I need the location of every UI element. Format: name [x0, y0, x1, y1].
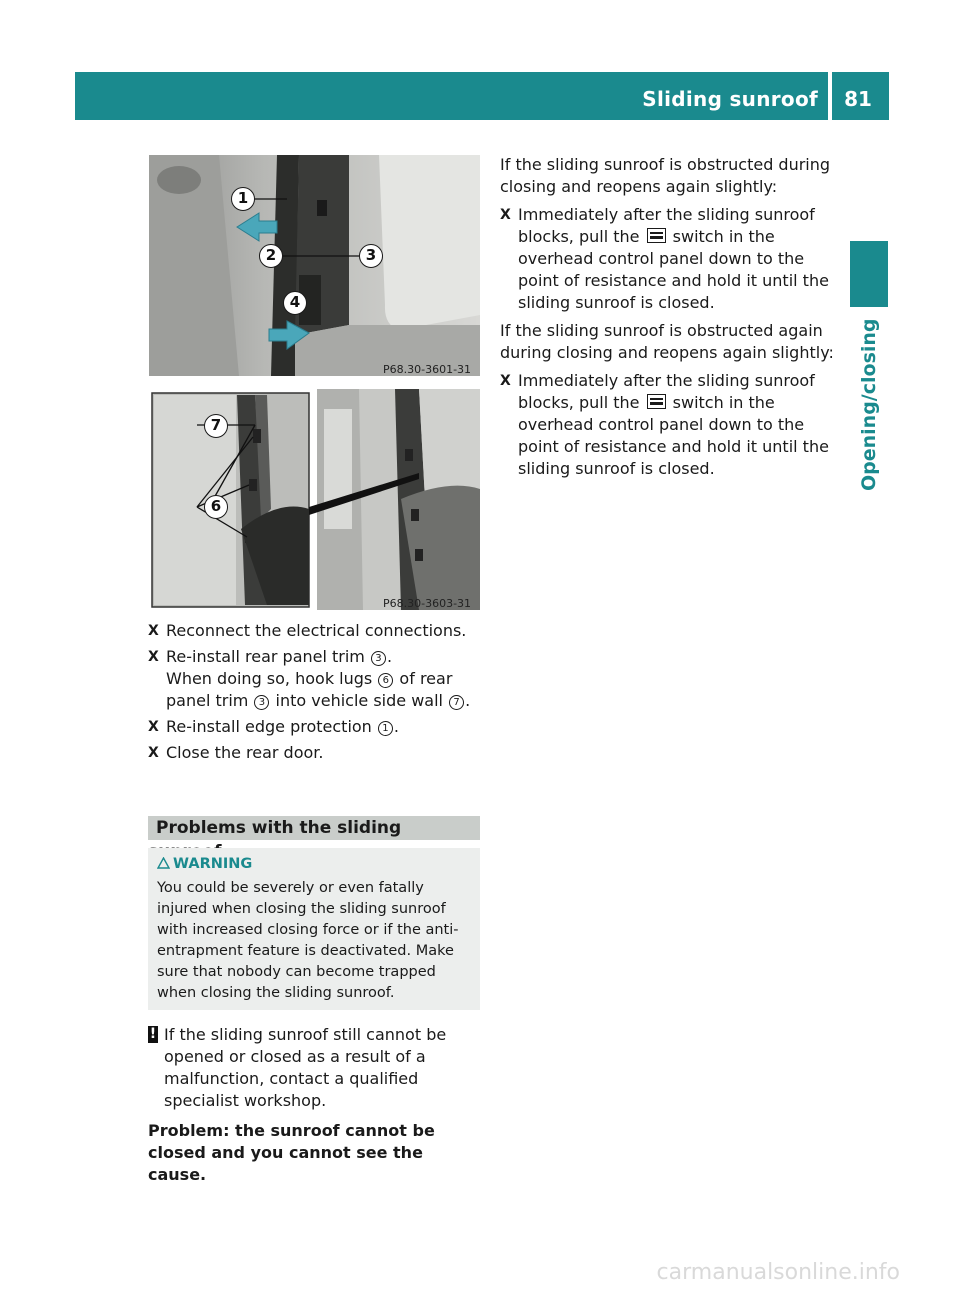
- warning-body: You could be severely or even fatally injured when closing the sliding sunroof with increased closing force or if the anti-entrapment feature is deactivated. Make sure that nobody can become trapped when closing the sliding sunroof.: [157, 880, 459, 1001]
- watermark: carmanualsonline.info: [656, 1260, 900, 1285]
- right-column: [500, 154, 834, 486]
- callout-2: 2: [259, 244, 283, 268]
- warning-triangle-icon: [157, 857, 170, 869]
- step-detail: .: [465, 691, 471, 710]
- problem-heading: Problem: the sunroof cannot be closed and you cannot see the cause.: [148, 1121, 435, 1184]
- lugs-photo: [149, 389, 480, 610]
- step-text: Reconnect the electrical connections.: [166, 621, 467, 640]
- figure-code-bottom: P68.30-3603-31: [383, 597, 472, 610]
- figure-lugs-side-wall: [149, 389, 480, 610]
- sunroof-switch-icon: [647, 394, 666, 409]
- ref-callout: 3: [371, 651, 386, 666]
- step-text-end: switch in the overhead control panel down to the point of resistance and hold it until the sliding sunroof is closed.: [518, 227, 829, 312]
- step-close-door: [148, 742, 482, 764]
- step-text: Close the rear door.: [166, 743, 324, 762]
- step-reinstall-trim: [148, 646, 482, 712]
- step-text-end: .: [386, 647, 393, 666]
- left-steps: [148, 620, 482, 768]
- step-reconnect: [148, 620, 482, 642]
- callout-1: 1: [231, 187, 255, 211]
- paragraph-obstructed: If the sliding sunroof is obstructed during closing and reopens again slightly:: [500, 155, 831, 196]
- step-marker: X: [148, 745, 159, 761]
- callout-4: 4: [283, 291, 307, 315]
- rear-panel-photo: [149, 155, 480, 376]
- paragraph-obstructed-again: If the sliding sunroof is obstructed again during closing and reopens again slightly:: [500, 321, 834, 362]
- side-tab-marker: [850, 241, 888, 307]
- step-text: Re-install edge protection: [166, 717, 377, 736]
- callout-6: 6: [204, 495, 228, 519]
- callout-7: 7: [204, 414, 228, 438]
- step-marker: X: [500, 207, 511, 223]
- chapter-label: Opening/closing: [858, 318, 880, 491]
- step-text: Immediately after the sliding sunroof blocks, pull the: [518, 371, 815, 412]
- step-pull-switch-1: [500, 204, 834, 314]
- callout-3: 3: [359, 244, 383, 268]
- ref-callout: 3: [254, 695, 269, 710]
- step-pull-switch-2: [500, 370, 834, 480]
- step-text: Re-install rear panel trim: [166, 647, 370, 666]
- step-text-end: switch in the overhead control panel down to the point of resistance and hold it until the sliding sunroof is closed.: [518, 393, 829, 478]
- step-detail: into vehicle side wall: [270, 691, 449, 710]
- step-text: Immediately after the sliding sunroof blocks, pull the: [518, 205, 815, 246]
- step-marker: X: [148, 623, 159, 639]
- note-text: If the sliding sunroof still cannot be opened or closed as a result of a malfunction, contact a qualified specialist workshop.: [164, 1025, 447, 1110]
- warning-box: [148, 848, 480, 1010]
- ref-callout: 6: [378, 673, 393, 688]
- step-marker: X: [148, 649, 159, 665]
- figure-code-top: P68.30-3601-31: [383, 363, 472, 376]
- step-marker: X: [148, 719, 159, 735]
- sunroof-switch-icon: [647, 228, 666, 243]
- step-detail: When doing so, hook lugs: [166, 669, 378, 688]
- step-text-end: .: [393, 717, 399, 736]
- figure-rear-panel-trim: [149, 155, 480, 376]
- step-detail: of rear panel trim: [166, 669, 453, 710]
- ref-callout: 7: [449, 695, 464, 710]
- note-block: [148, 1024, 482, 1112]
- page-number: 81: [844, 87, 872, 111]
- warning-heading: [157, 854, 472, 875]
- section-heading: Problems with the sliding: [148, 816, 480, 840]
- step-marker: X: [500, 373, 511, 389]
- warning-title: WARNING: [173, 856, 253, 872]
- note-icon: !: [149, 1026, 157, 1042]
- step-edge-protection: [148, 716, 482, 738]
- ref-callout: 1: [378, 721, 393, 736]
- page-title: Sliding sunroof: [642, 87, 818, 111]
- header-separator: [828, 72, 832, 120]
